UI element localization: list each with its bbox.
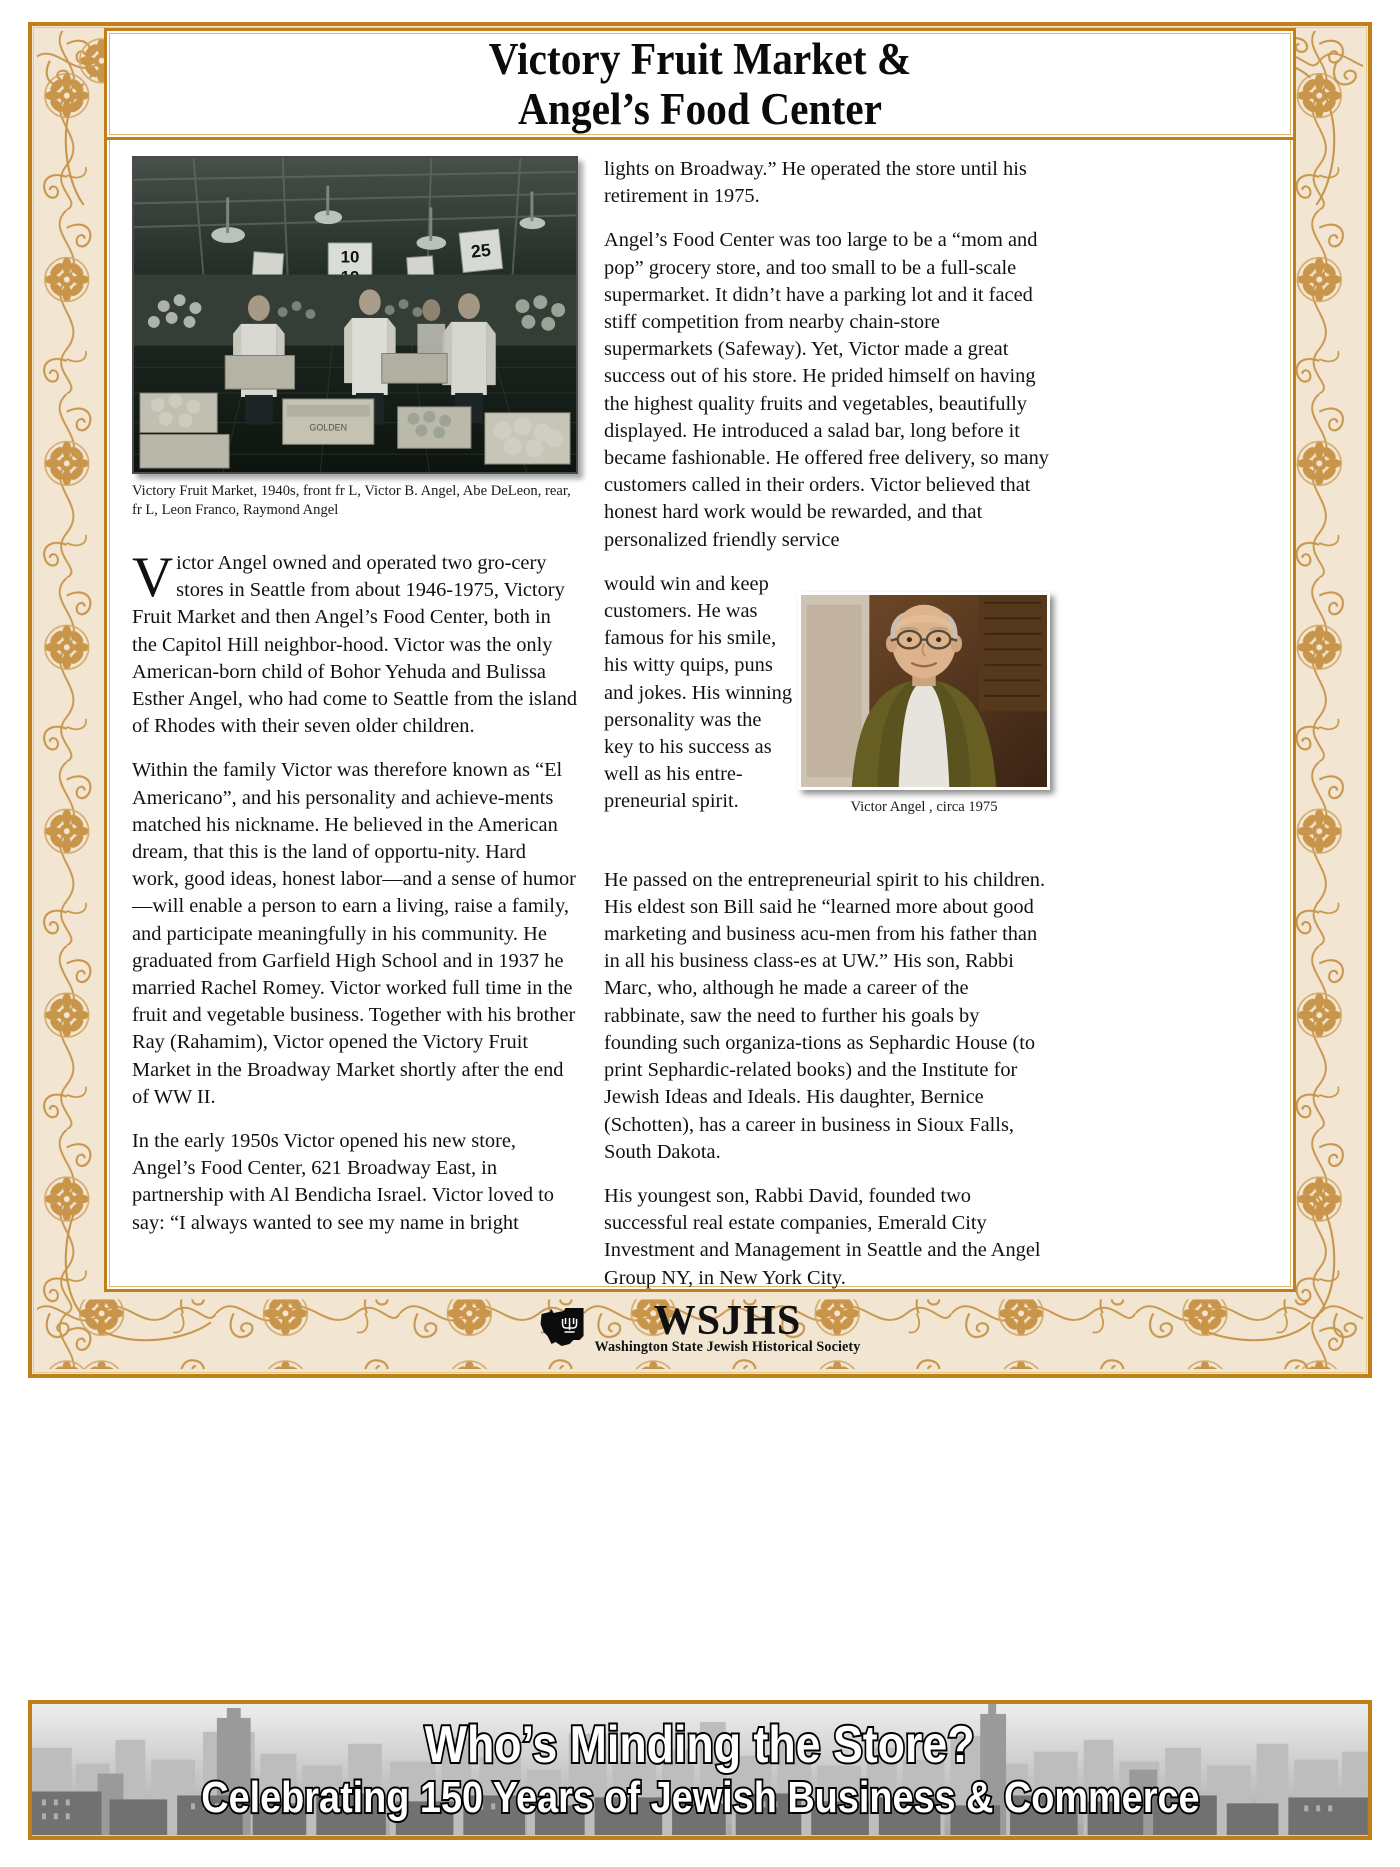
paragraph-right-4: He passed on the entrepreneurial spirit to his children. His eldest son Bill said he “learned more about good marketing and business acu-men from his father than in all his business class-es at UW.” His son, Rabbi Marc, who, although he made a career of the rabbinate, saw the need to further his goals by founding such organiza-tions as Sephardic House (to print Sephardic-related books) and the Institute for Jewish Ideas and Ideals. His daughter, Bernice (Schotten), has a career in business in Sioux Falls, South Dakota. bbox=[604, 868, 1046, 1163]
wsjhs-acronym: WSJHS bbox=[653, 1298, 802, 1344]
wsjhs-logo bbox=[540, 1300, 861, 1354]
wsjhs-logo-text bbox=[595, 1300, 861, 1354]
market-photo-artwork bbox=[134, 158, 576, 472]
market-photo-caption: Victory Fruit Market, 1940s, front fr L, Victor B. Angel, Abe DeLeon, rear, fr L, Leon Franco, Raymond Angel bbox=[132, 483, 571, 518]
paragraph-left-1 bbox=[132, 546, 578, 740]
washington-state-silhouette-icon bbox=[540, 1306, 586, 1348]
svg-text:25: 25 bbox=[469, 239, 492, 262]
banner-subhead: Celebrating 150 Years of Jewish Business & Commerce bbox=[200, 1773, 1200, 1822]
portrait-photo-caption: Victor Angel , circa 1975 bbox=[850, 799, 998, 815]
paragraph-right-3: would win and keep customers. He was famous for his smile, his witty quips, puns and jokes. His winning personality was the key to his success as well as his entre-preneurial spirit. bbox=[604, 572, 793, 813]
paragraph-right-5: His youngest son, Rabbi David, founded two successful real estate companies, Emerald City Investment and Management in Seattle and the Angel Group NY, in New York City. bbox=[604, 1184, 1041, 1289]
banner-text bbox=[32, 1704, 1368, 1836]
paragraph-left-2: Within the family Victor was therefore known as “El Americano”, and his personality and achieve-ments matched his nickname. He believed in the American dream, that this is the land of opportu-nity. Hard work, good ideas, honest labor—and a sense of humor—will enable a person to earn a living, raise a family, and participate meaningfully in his community. He graduated from Garfield High School and in 1937 he married Rachel Romey. Victor worked full time in the fruit and vegetable business. Together with his brother Ray (Rahamim), Victor opened the Victory Fruit Market in the Broadway Market shortly after the end of WW II. bbox=[132, 759, 576, 1108]
title-line-2: Angel’s Food Center bbox=[517, 84, 883, 134]
portrait-photo-artwork bbox=[801, 595, 1047, 787]
banner-headline: Who’s Minding the Store? bbox=[425, 1716, 975, 1774]
portrait-photo bbox=[798, 592, 1050, 790]
title-box bbox=[104, 28, 1296, 140]
title-line-1: Victory Fruit Market & bbox=[488, 34, 912, 84]
wsjhs-full-name: Washington State Jewish Historical Society bbox=[594, 1339, 861, 1355]
exhibit-banner bbox=[28, 1700, 1372, 1840]
page-title bbox=[154, 31, 1245, 137]
paragraph-right-2: Angel’s Food Center was too large to be a “mom and pop” grocery store, and too small to be a full-scale supermarket. It didn’t have a parking lot and it faced stiff competition from nearby chain-store supermarkets (Safeway). Yet, Victor made a great success out of his store. He prided himself on having the highest quality fruits and vegetables, beautifully displayed. He introduced a salad bar, long before it became fashionable. He offered free delivery, so many customers called in their orders. Victor believed that honest hard work would be rewarded, and that personalized friendly service bbox=[604, 229, 1049, 551]
paragraph-right-1: lights on Broadway.” He operated the store until his retirement in 1975. bbox=[604, 158, 1027, 208]
svg-text:GOLDEN: GOLDEN bbox=[309, 422, 348, 433]
article-body bbox=[132, 156, 1268, 1289]
svg-text:10: 10 bbox=[340, 247, 360, 267]
right-column bbox=[604, 156, 1050, 1292]
market-photo bbox=[132, 156, 578, 474]
drop-cap: V bbox=[132, 546, 174, 609]
paragraph-left-1-text: ictor Angel owned and operated two gro-cery stores in Seattle from about 1946-1975, Victory Fruit Market and then Angel’s Food Center, both in the Capitol Hill neighbor-hood. Victor was the only American-born child of Bohor Yehuda and Bulissa Esther Angel, who had come to Seattle from the island of Rhodes with their seven older children. bbox=[132, 552, 578, 738]
paragraph-left-3: In the early 1950s Victor opened his new store, Angel’s Food Center, 621 Broadway East, in partnership with Al Bendicha Israel. Victor loved to say: “I always wanted to see my name in bright bbox=[132, 1130, 554, 1234]
